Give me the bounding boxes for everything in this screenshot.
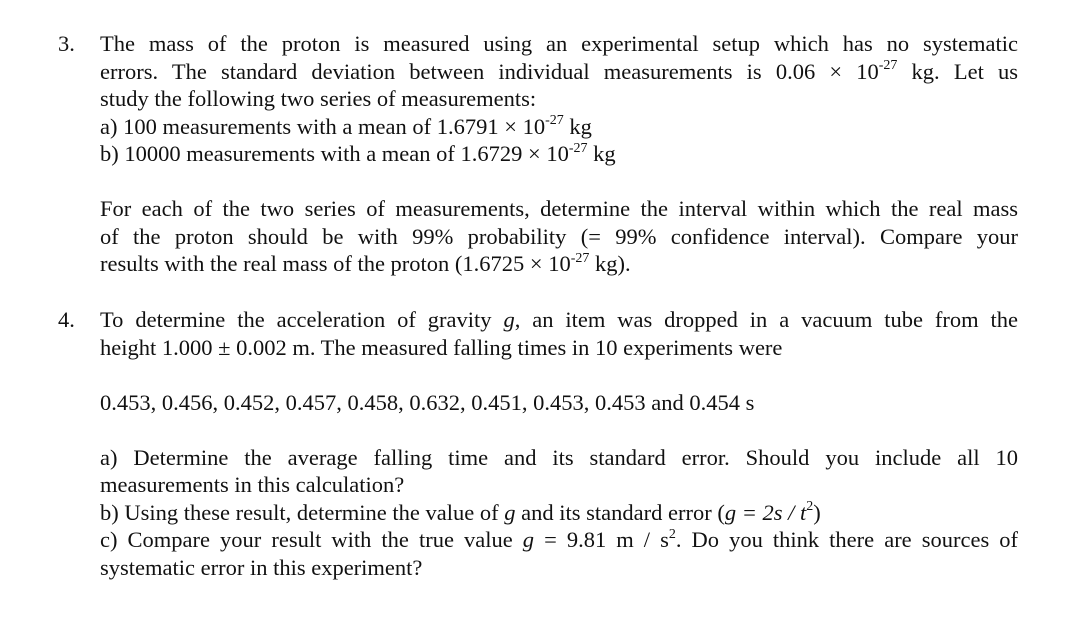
exponent: -27 bbox=[570, 250, 590, 266]
question-c-text: c) Compare your result with the true value bbox=[100, 527, 523, 552]
problem-3-body bbox=[100, 30, 1018, 278]
intro-line-1-text: To determine the acceleration of gravity bbox=[100, 307, 504, 332]
exponent: 2 bbox=[806, 499, 814, 514]
exponent: 2 bbox=[668, 526, 676, 542]
symbol-g: g bbox=[503, 307, 515, 332]
item-b bbox=[100, 140, 1018, 168]
intro-line-1: The mass of the proton is measured using an experimental setup which has no systematic bbox=[100, 31, 1018, 56]
spacer bbox=[100, 416, 1018, 444]
falling-times: 0.453, 0.456, 0.452, 0.457, 0.458, 0.632, 0.451, 0.453, 0.453 and 0.454 s bbox=[100, 389, 755, 415]
question-b-mid: and its standard error ( bbox=[515, 499, 725, 525]
intro-line-3: study the following two series of measurements: bbox=[100, 86, 537, 111]
problem-4-body bbox=[100, 306, 1018, 581]
exponent: -27 bbox=[878, 58, 898, 73]
item-b-text: b) 10000 measurements with a mean of 1.6729 × 10 bbox=[100, 141, 569, 166]
question-b bbox=[100, 499, 1018, 527]
intro-line-2-tail: kg. Let us bbox=[897, 58, 1018, 84]
spacer bbox=[100, 361, 1018, 389]
item-a-unit: kg bbox=[563, 113, 592, 139]
intro-line-1 bbox=[100, 306, 1018, 334]
question-b-text: b) Using these result, determine the value of bbox=[100, 499, 505, 525]
item-a-text: a) 100 measurements with a mean of 1.6791 × 10 bbox=[100, 113, 546, 139]
symbol-g: g bbox=[522, 527, 535, 552]
item-b-unit: kg bbox=[587, 141, 616, 166]
question-c-value: = 9.81 m / s bbox=[534, 527, 669, 552]
question-b-tail: ) bbox=[813, 499, 821, 525]
question-a-line-1: a) Determine the average falling time and its standard error. Should you include all 10 bbox=[100, 444, 1018, 470]
problem-3 bbox=[58, 30, 1018, 278]
exponent: -27 bbox=[545, 113, 564, 128]
task-line-3 bbox=[100, 250, 1018, 278]
question-c-tail: . Do you think there are sources of bbox=[675, 527, 1018, 552]
question-a-line-2: measurements in this calculation? bbox=[100, 472, 405, 497]
intro-line-2: height 1.000 ± 0.002 m. The measured falling times in 10 experiments were bbox=[100, 334, 783, 360]
task-line-3-text: results with the real mass of the proton (1.6725 × 10 bbox=[100, 251, 571, 276]
intro-line-2 bbox=[100, 58, 1018, 86]
problem-4 bbox=[58, 306, 1018, 581]
formula: g = 2s / t bbox=[724, 499, 807, 525]
intro-line-1-tail: , an item was dropped in a vacuum tube from the bbox=[514, 307, 1019, 332]
task-line-1: For each of the two series of measurements, determine the interval within which the real mass bbox=[100, 196, 1018, 221]
task-line-3-tail: kg). bbox=[589, 251, 631, 276]
question-c-line-1 bbox=[100, 526, 1018, 554]
exponent: -27 bbox=[568, 140, 588, 156]
problem-number: 3. bbox=[58, 31, 75, 56]
spacer bbox=[100, 168, 1018, 196]
task-line-2: of the proton should be with 99% probability (= 99% confidence interval). Compare your bbox=[100, 223, 1018, 249]
intro-line-2-text: errors. The standard deviation between individual measurements is 0.06 × 10 bbox=[100, 58, 879, 84]
problem-number: 4. bbox=[58, 307, 75, 332]
item-a bbox=[100, 113, 1018, 141]
question-c-line-2: systematic error in this experiment? bbox=[100, 554, 423, 580]
symbol-g: g bbox=[504, 499, 516, 525]
